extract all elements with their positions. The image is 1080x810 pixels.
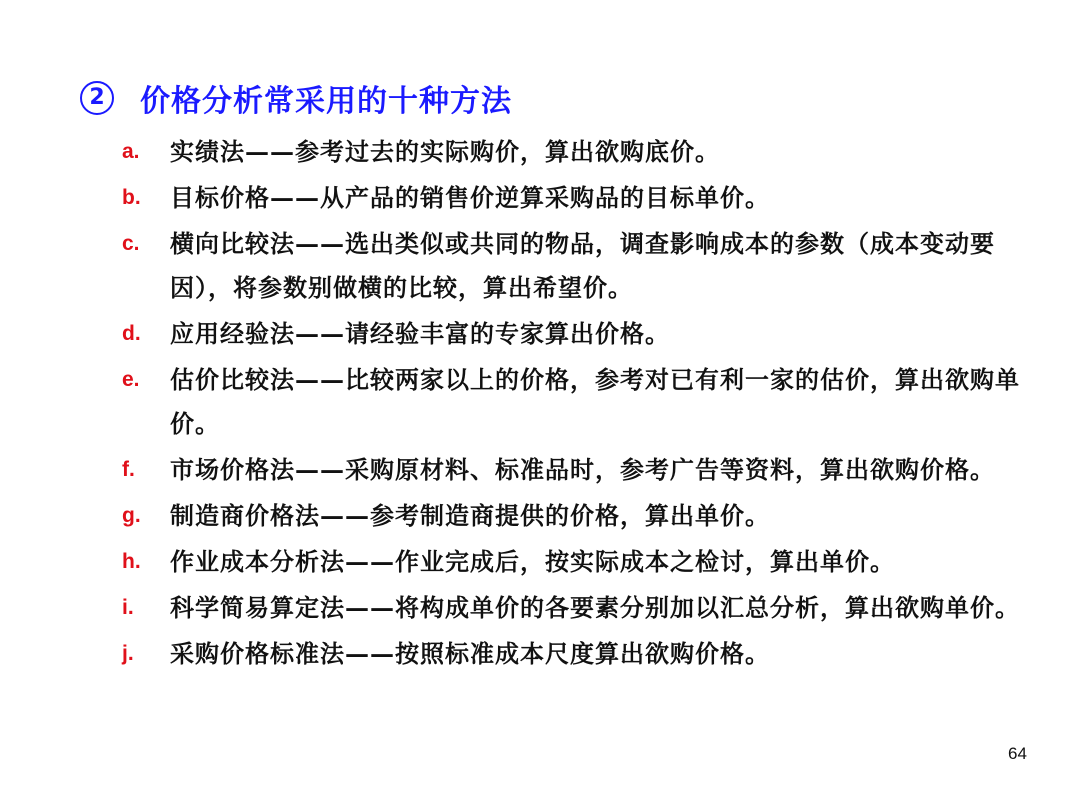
list-marker: c.: [122, 232, 140, 255]
list-item-text: 目标价格——从产品的销售价逆算采购品的目标单价。: [170, 183, 770, 212]
section-title: 价格分析常采用的十种方法: [140, 84, 512, 119]
list-item: [122, 176, 1032, 220]
list-item-text: 作业成本分析法——作业完成后，按实际成本之检讨，算出单价。: [170, 547, 895, 576]
list-marker: b.: [122, 186, 141, 209]
list-item: [122, 312, 1032, 356]
list-item: [122, 586, 1032, 630]
circled-number-bullet: 2: [80, 81, 114, 115]
list-marker: g.: [122, 504, 141, 527]
list-item-text: 采购价格标准法——按照标准成本尺度算出欲购价格。: [170, 639, 770, 668]
section-heading: [80, 76, 512, 120]
list-item: [122, 130, 1032, 174]
list-item: [122, 222, 1032, 310]
list-item: [122, 540, 1032, 584]
list-marker: a.: [122, 140, 140, 163]
list-item-text: 实绩法——参考过去的实际购价，算出欲购底价。: [170, 137, 720, 166]
list-item: [122, 632, 1032, 676]
list-marker: f.: [122, 458, 135, 481]
list-item: [122, 448, 1032, 492]
list-item-text: 估价比较法——比较两家以上的价格，参考对已有利一家的估价，算出欲购单价。: [170, 365, 1020, 438]
list-marker: i.: [122, 596, 134, 619]
list-item-text: 应用经验法——请经验丰富的专家算出价格。: [170, 319, 670, 348]
list-marker: e.: [122, 368, 140, 391]
list-item-text: 横向比较法——选出类似或共同的物品，调查影响成本的参数（成本变动要因），将参数别做横的比较，算出希望价。: [170, 229, 995, 302]
list-marker: d.: [122, 322, 141, 345]
list-marker: j.: [122, 642, 134, 665]
list-item: [122, 358, 1032, 446]
list-item: [122, 494, 1032, 538]
list-item-text: 制造商价格法——参考制造商提供的价格，算出单价。: [170, 501, 770, 530]
page-number: 64: [1008, 744, 1027, 763]
list-marker: h.: [122, 550, 141, 573]
list-item-text: 市场价格法——采购原材料、标准品时，参考广告等资料，算出欲购价格。: [170, 455, 995, 484]
list-item-text: 科学简易算定法——将构成单价的各要素分别加以汇总分析，算出欲购单价。: [170, 593, 1020, 622]
method-list: [122, 130, 1032, 676]
